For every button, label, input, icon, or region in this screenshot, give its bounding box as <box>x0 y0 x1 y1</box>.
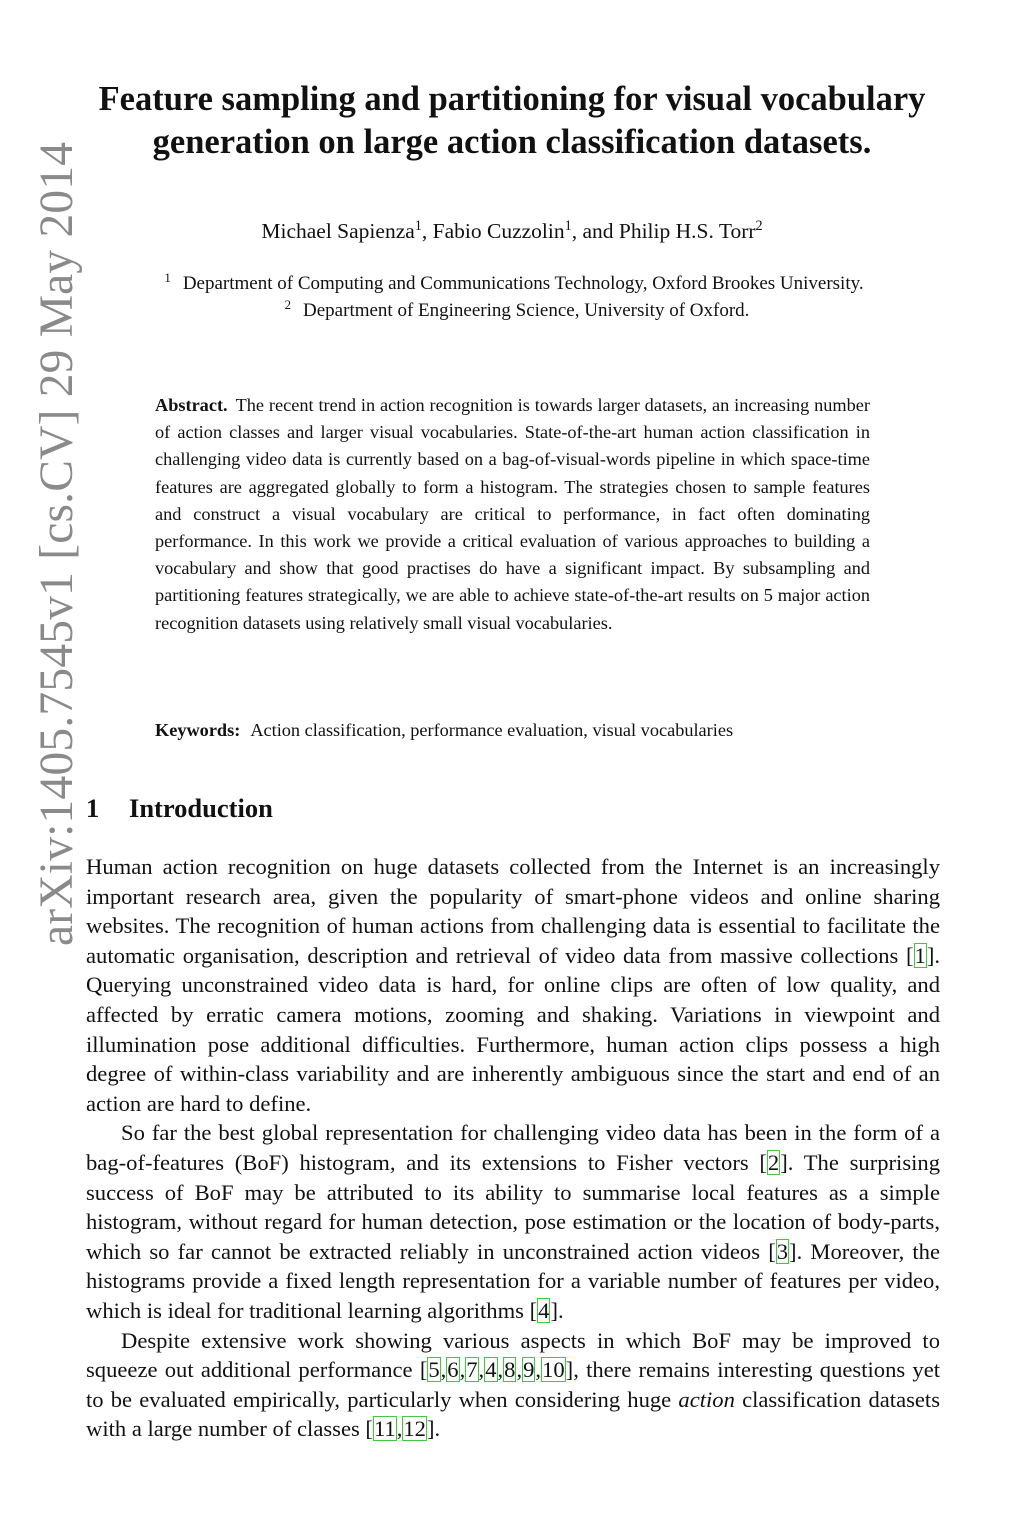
affiliation-mark: 1 <box>164 269 171 285</box>
citation-link[interactable]: 7 <box>466 1357 478 1383</box>
title-line-1: Feature sampling and partitioning for visual vocabulary <box>98 80 926 118</box>
paragraph-text: . Moreover, the histograms provide a fixed length representation for a variable number of features per video, which is ideal for traditional learning algorithms <box>86 1238 940 1323</box>
affiliation-text: Department of Computing and Communications Technology, Oxford Brookes University. <box>182 273 864 294</box>
affiliation-mark: 1 <box>564 218 572 235</box>
section-heading <box>86 791 273 825</box>
citation-link[interactable]: 9 <box>523 1357 535 1383</box>
section-title: Introduction <box>129 793 273 823</box>
paragraph-text: . <box>434 1416 441 1442</box>
keywords <box>155 717 915 744</box>
emphasis: action <box>678 1386 735 1412</box>
affiliation-2 <box>0 297 1024 324</box>
citation-link[interactable]: 6 <box>447 1357 459 1383</box>
citation-link[interactable]: 10 <box>542 1357 565 1383</box>
paragraph-text: , there remains interesting questions yet to be evaluated empirically, particularly when considering huge <box>86 1357 941 1412</box>
citation-group: 5,6,7,4,8,9,10 <box>428 1357 565 1383</box>
arxiv-identifier-stamp: arXiv:1405.7545v1 [cs.CV] 29 May 2014 <box>31 141 83 946</box>
affiliation-mark: 2 <box>284 296 292 312</box>
citation-link[interactable]: 8 <box>504 1357 516 1383</box>
citation-group: 11,12 <box>373 1416 426 1442</box>
citation-link[interactable]: 12 <box>403 1416 426 1442</box>
paragraph-text: Human action recognition on huge datasets collected from the Internet is an increasingly important research area, given the popularity of smart-phone videos and online sharing websites. The recognition of human actions from challenging data is essential to facilitate the automatic organisation, description and retrieval of video data from massive collections <box>86 854 940 968</box>
citation-link[interactable]: 5 <box>428 1357 440 1383</box>
abstract-text: The recent trend in action recognition is towards larger datasets, an increasing number of action classes and larger visual vocabularies. State-of-the-art human action classification in challenging video data is currently based on a bag-of-visual-words pipeline in which space-time features are aggregated globally to form a histogram. The strategies chosen to sample features and construct a visual vocabulary are critical to performance, in fact often dominating performance. In this work we provide a critical evaluation of various approaches to building a vocabulary and show that good practises do have a significant impact. By subsampling and partitioning features strategically, we are able to achieve state-of-the-art results on 5 major action recognition datasets using relatively small visual vocabularies. <box>155 395 870 633</box>
affiliation-text: Department of Engineering Science, University of Oxford. <box>303 300 750 321</box>
paragraph-text: . Querying unconstrained video data is hard, for online clips are often of low quality, and affected by erratic camera motions, zooming and shaking. Variations in viewpoint and illumination pose additional difficulties. Furthermore, human action clips possess a high degree of within-class variability and are inherently ambiguous since the start and end of an action are hard to define. <box>86 942 940 1116</box>
author-list: Michael Sapienza$^1$, Fabio Cuzzolin$^1$, and Philip H.S. Torr$^2$ <box>261 218 763 243</box>
citation-link[interactable]: 3 <box>776 1238 789 1264</box>
paragraph-3: Despite extensive work showing various aspects in which BoF may be improved to squeeze out additional performance [5,6,7,4,8,9,10], there remains interesting questions yet to be evaluated empirically, particularly when considering huge action classification datasets with a large number of classes [11,12]. <box>86 1327 941 1442</box>
paragraph-text: classification datasets with a large number of classes <box>86 1386 940 1442</box>
affiliations <box>0 270 1024 324</box>
keywords-label: Keywords: <box>155 720 241 740</box>
paragraph-2: So far the best global representation for challenging video data has been in the form of a bag-of-features (BoF) histogram, and its extensions to Fisher vectors [2]. The surprising success of BoF may be attributed to its ability to summarise local features as a simple histogram, without regard for human detection, pose estimation or the location of body-parts, which so far cannot be extracted reliably in unconstrained action videos [3]. Moreover, the histograms provide a fixed length representation for a variable number of features per video, which is ideal for traditional learning algorithms [4]. <box>86 1120 940 1323</box>
title-line-2: generation on large action classification datasets. <box>152 123 872 161</box>
citation-link[interactable]: 2 <box>767 1149 780 1175</box>
paper-title <box>40 78 984 164</box>
author-name: and Philip H.S. Torr <box>582 219 756 243</box>
paragraph-text: So far the best global representation for challenging video data has been in the form of a bag-of-features (BoF) histogram, and its extensions to Fisher vectors <box>86 1120 940 1175</box>
section-number: 1 <box>86 793 100 823</box>
author-name: Michael Sapienza <box>261 219 415 243</box>
citation-link[interactable]: 4 <box>538 1297 550 1323</box>
citation-link[interactable]: 11 <box>373 1416 396 1442</box>
keywords-text: Action classification, performance evaluation, visual vocabularies <box>250 720 734 740</box>
affiliation-mark: 1 <box>414 218 422 235</box>
abstract <box>155 392 870 637</box>
paragraph-text: . <box>557 1297 564 1323</box>
paragraph-text: . The surprising success of BoF may be attributed to its ability to summarise local features as a simple histogram, without regard for human detection, pose estimation or the location of body-parts, which so far cannot be extracted reliably in unconstrained action videos <box>86 1149 940 1264</box>
citation-link[interactable]: 4 <box>485 1357 497 1383</box>
citation-link[interactable]: 1 <box>914 942 926 968</box>
introduction-body <box>86 852 940 1444</box>
affiliation-1 <box>0 270 1024 297</box>
paragraph-1: Human action recognition on huge datasets collected from the Internet is an increasingly important research area, given the popularity of smart-phone videos and online sharing websites. The recognition of human actions from challenging data is essential to facilitate the automatic organisation, description and retrieval of video data from massive collections [1]. Querying unconstrained video data is hard, for online clips are often of low quality, and affected by erratic camera motions, zooming and shaking. Variations in viewpoint and illumination pose additional difficulties. Furthermore, human action clips possess a high degree of within-class variability and are inherently ambiguous since the start and end of an action are hard to define. <box>86 854 940 1116</box>
paragraph-text: Despite extensive work showing various aspects in which BoF may be improved to squeeze out additional performance <box>86 1327 940 1383</box>
affiliation-mark: 2 <box>755 218 763 235</box>
author-name: Fabio Cuzzolin <box>432 219 565 243</box>
abstract-label: Abstract. <box>155 395 228 415</box>
